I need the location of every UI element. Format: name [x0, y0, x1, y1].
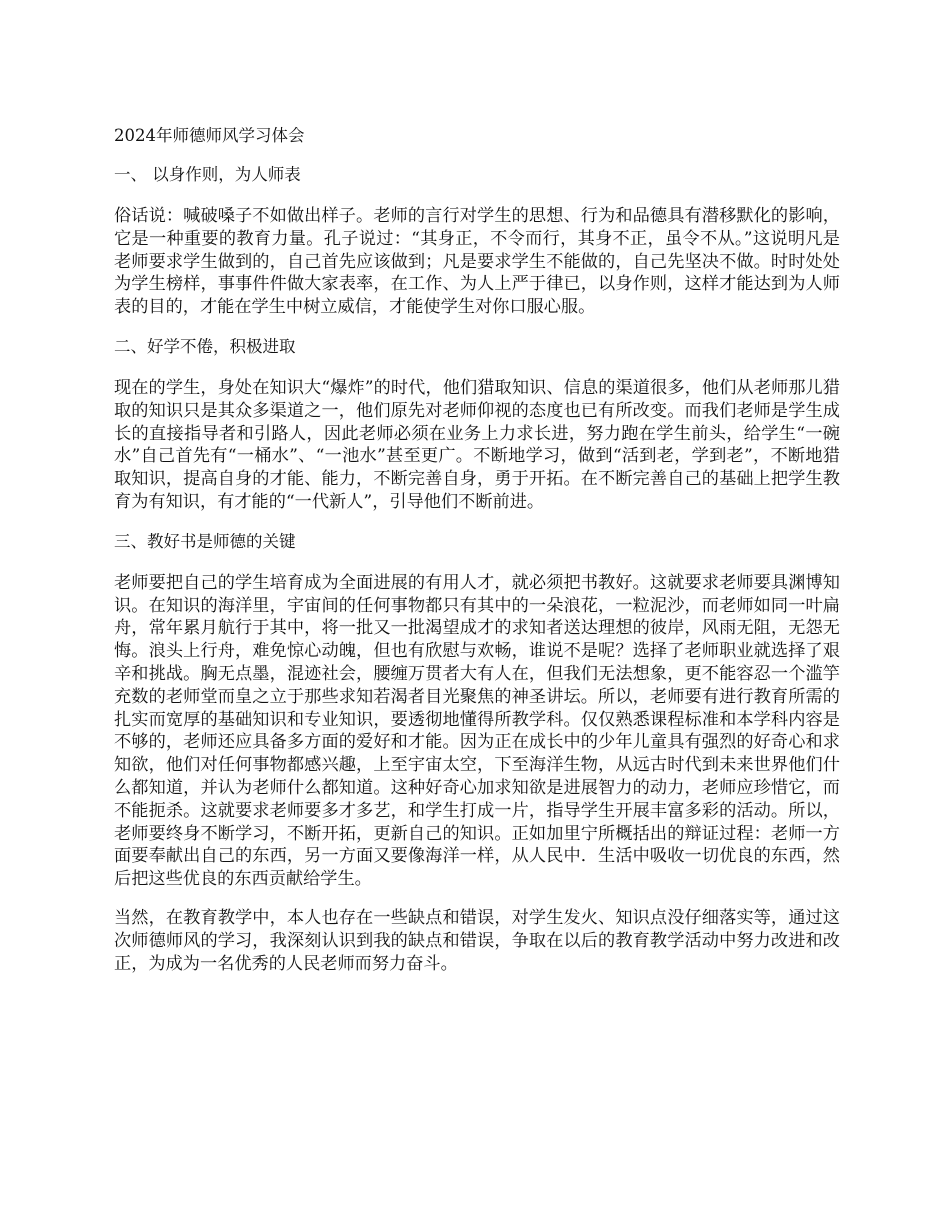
section-heading-2: 二、好学不倦，积极进取 — [114, 336, 296, 356]
section-heading-3: 三、教好书是师德的关键 — [114, 531, 296, 551]
section-2-paragraph-1: 现在的学生，身处在知识大“爆炸”的时代，他们猎取知识、信息的渠道很多，他们从老师那儿猎取的知识只是其众多渠道之一，他们原先对老师仰视的态度也已有所改变。而我们老师是学生成长的直接指导者和引路人，因此老师必须在业务上力求长进，努力跑在学生前头，给学生“一碗水”自己首先有“一桶水”、“一池水”甚至更广。不断地学习，做到“活到老，学到老”，不断地猎取知识，提高自身的才能、能力，不断完善自身，勇于开拓。在不断完善自己的基础上把学生教育为有知识，有才能的“一代新人”，引导他们不断前进。 — [114, 377, 840, 512]
section-1-paragraph-1: 俗话说：喊破嗓子不如做出样子。老师的言行对学生的思想、行为和品德具有潜移默化的影响，它是一种重要的教育力量。孔子说过：“其身正，不令而行，其身不正，虽令不从。”这说明凡是老师要求学生做到的，自己首先应该做到；凡是要求学生不能做的，自己先坚决不做。时时处处为学生榜样，事事件件做大家表率，在工作、为人上严于律已，以身作则，这样才能达到为人师表的目的，才能在学生中树立威信，才能使学生对你口服心服。 — [114, 206, 840, 318]
section-3-paragraph-1: 老师要把自己的学生培育成为全面进展的有用人才，就必须把书教好。这就要求老师要具渊博知识。在知识的海洋里，宇宙间的任何事物都只有其中的一朵浪花，一粒泥沙，而老师如同一叶扁舟，常年累月航行于其中，将一批又一批渴望成才的求知者送达理想的彼岸，风雨无阻，无怨无悔。浪头上行舟，难免惊心动魄，但也有欣慰与欢畅，谁说不是呢？选择了老师职业就选择了艰辛和挑战。胸无点墨，混迹社会，腰缠万贯者大有人在，但我们无法想象，更不能容忍一个滥竽充数的老师堂而皇之立于那些求知若渴者目光聚焦的神圣讲坛。所以，老师要有进行教育所需的扎实而宽厚的基础知识和专业知识，要透彻地懂得所教学科。仅仅熟悉课程标准和本学科内容是不够的，老师还应具备多方面的爱好和才能。因为正在成长中的少年儿童具有强烈的好奇心和求知欲，他们对任何事物都感兴趣，上至宇宙太空，下至海洋生物，从远古时代到未来世界他们什么都知道，并认为老师什么都知道。这种好奇心加求知欲是进展智力的动力，老师应珍惜它，而不能扼杀。这就要求老师要多才多艺，和学生打成一片，指导学生开展丰富多彩的活动。所以，老师要终身不断学习，不断开拓，更新自己的知识。正如加里宁所概括出的辩证过程：老师一方面要奉献出自己的东西，另一方面又要像海洋一样，从人民中．生活中吸收一切优良的东西，然后把这些优良的东西贡献给学生。 — [114, 572, 840, 890]
document-page — [114, 124, 840, 991]
document-title: 2024年师德师风学习体会 — [114, 126, 305, 145]
section-3-paragraph-2: 当然，在教育教学中，本人也存在一些缺点和错误，对学生发火、知识点没仔细落实等，通过这次师德师风的学习，我深刻认识到我的缺点和错误，争取在以后的教育教学活动中努力改进和改正，为成为一名优秀的人民老师而努力奋斗。 — [114, 907, 840, 974]
section-heading-1: 一、 以身作则，为人师表 — [114, 165, 301, 184]
